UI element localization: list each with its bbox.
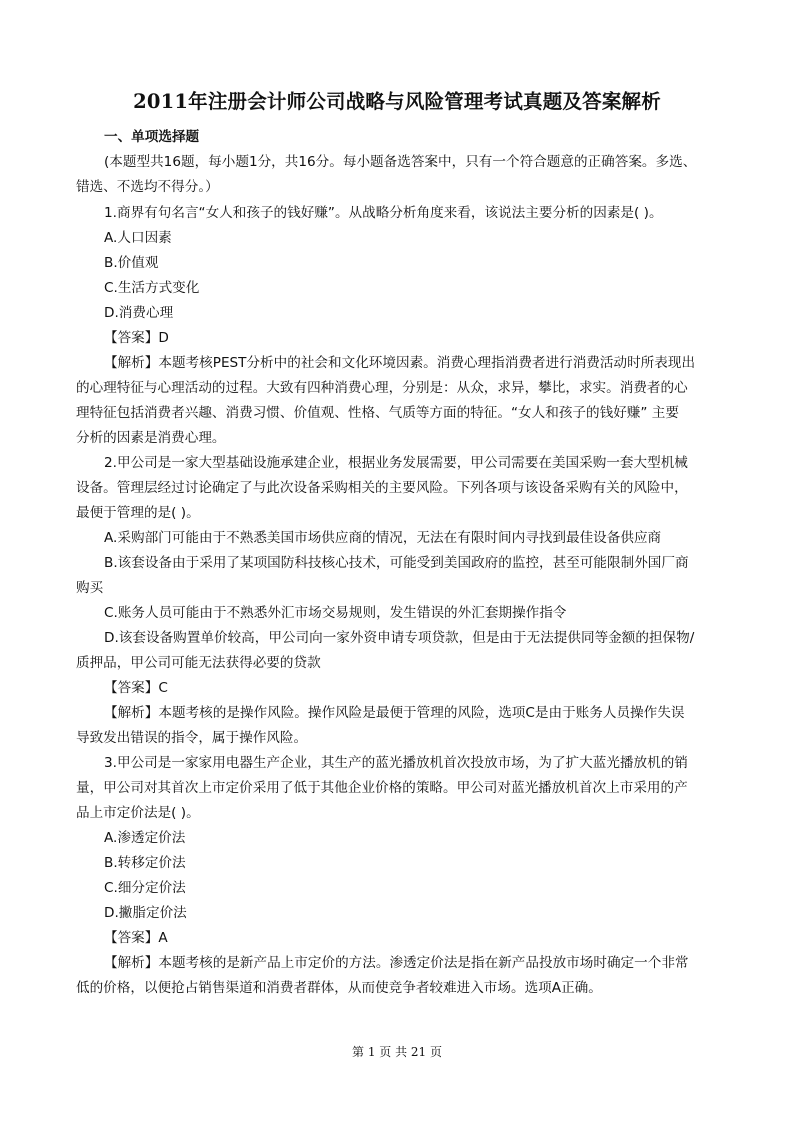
question-1-option-d: D.消费心理: [104, 305, 174, 321]
question-1-option-c: C.生活方式变化: [104, 280, 200, 296]
instruction-line-1: (本题型共16题，每小题1分，共16分。每小题备选答案中，只有一个符合题意的正确答案。多选、: [104, 154, 697, 170]
question-3-stem-line-1: 3.甲公司是一家家用电器生产企业，其生产的蓝光播放机首次投放市场，为了扩大蓝光播放机的销: [104, 755, 688, 771]
question-2-option-d-line-1: D.该套设备购置单价较高，甲公司向一家外资申请专项贷款，但是由于无法提供同等金额的担保物/: [104, 630, 695, 646]
question-1-analysis-line-1: 【解析】本题考核PEST分析中的社会和文化环境因素。消费心理指消费者进行消费活动时所表现出: [104, 355, 696, 371]
question-3-option-a: A.渗透定价法: [104, 830, 186, 846]
question-1-option-a: A.人口因素: [104, 230, 172, 246]
question-1-analysis-line-3: 理特征包括消费者兴趣、消费习惯、价值观、性格、气质等方面的特征。“女人和孩子的钱好赚” 主要: [76, 405, 679, 421]
document-title: 2011年注册会计师公司战略与风险管理考试真题及答案解析: [133, 90, 661, 113]
question-3-stem-line-2: 量，甲公司对其首次上市定价采用了低于其他企业价格的策略。甲公司对蓝光播放机首次上市采用的产: [76, 780, 688, 796]
question-3-stem-line-3: 品上市定价法是( )。: [76, 805, 200, 821]
question-2-option-a: A.采购部门可能由于不熟悉美国市场供应商的情况，无法在有限时间内寻找到最佳设备供应商: [104, 530, 662, 546]
question-2-analysis-line-2: 导致发出错误的指令，属于操作风险。: [76, 730, 308, 746]
question-1-answer: 【答案】D: [104, 330, 169, 346]
question-2-answer: 【答案】C: [104, 680, 168, 696]
page-number-footer: 第 1 页 共 21 页: [352, 1045, 442, 1059]
instruction-line-2: 错选、不选均不得分。）: [76, 179, 219, 195]
question-2-analysis-line-1: 【解析】本题考核的是操作风险。操作风险是最便于管理的风险，选项C是由于账务人员操作失误: [104, 705, 685, 721]
question-3-analysis-line-1: 【解析】本题考核的是新产品上市定价的方法。渗透定价法是指在新产品投放市场时确定一个非常: [104, 955, 689, 971]
question-1-analysis-line-4: 分析的因素是消费心理。: [76, 430, 226, 446]
question-1-stem: 1.商界有句名言“女人和孩子的钱好赚”。从战略分析角度来看，该说法主要分析的因素是( )。: [104, 205, 663, 221]
question-2-stem-line-1: 2.甲公司是一家大型基础设施承建企业，根据业务发展需要，甲公司需要在美国采购一套大型机械: [104, 455, 688, 471]
question-3-option-c: C.细分定价法: [104, 880, 186, 896]
question-3-answer: 【答案】A: [104, 930, 168, 946]
question-1-analysis-line-2: 的心理特征与心理活动的过程。大致有四种消费心理，分别是：从众，求异，攀比，求实。消费者的心: [76, 380, 688, 396]
question-3-option-d: D.撇脂定价法: [104, 905, 187, 921]
question-2-option-c: C.账务人员可能由于不熟悉外汇市场交易规则，发生错误的外汇套期操作指令: [104, 605, 567, 621]
question-3-option-b: B.转移定价法: [104, 855, 186, 871]
question-1-option-b: B.价值观: [104, 255, 159, 271]
question-2-stem-line-2: 设备。管理层经过讨论确定了与此次设备采购相关的主要风险。下列各项与该设备采购有关的风险中，: [76, 480, 688, 496]
question-2-option-b-line-2: 购买: [76, 580, 104, 596]
question-2-stem-line-3: 最便于管理的是( )。: [76, 505, 200, 521]
question-2-option-b-line-1: B.该套设备由于采用了某项国防科技核心技术，可能受到美国政府的监控，甚至可能限制外国厂商: [104, 555, 689, 571]
question-2-option-d-line-2: 质押品，甲公司可能无法获得必要的贷款: [76, 655, 321, 671]
section-heading: 一、单项选择题: [104, 129, 200, 145]
question-3-analysis-line-2: 低的价格，以便抢占销售渠道和消费者群体，从而使竞争者较难进入市场。选项A正确。: [76, 980, 602, 996]
